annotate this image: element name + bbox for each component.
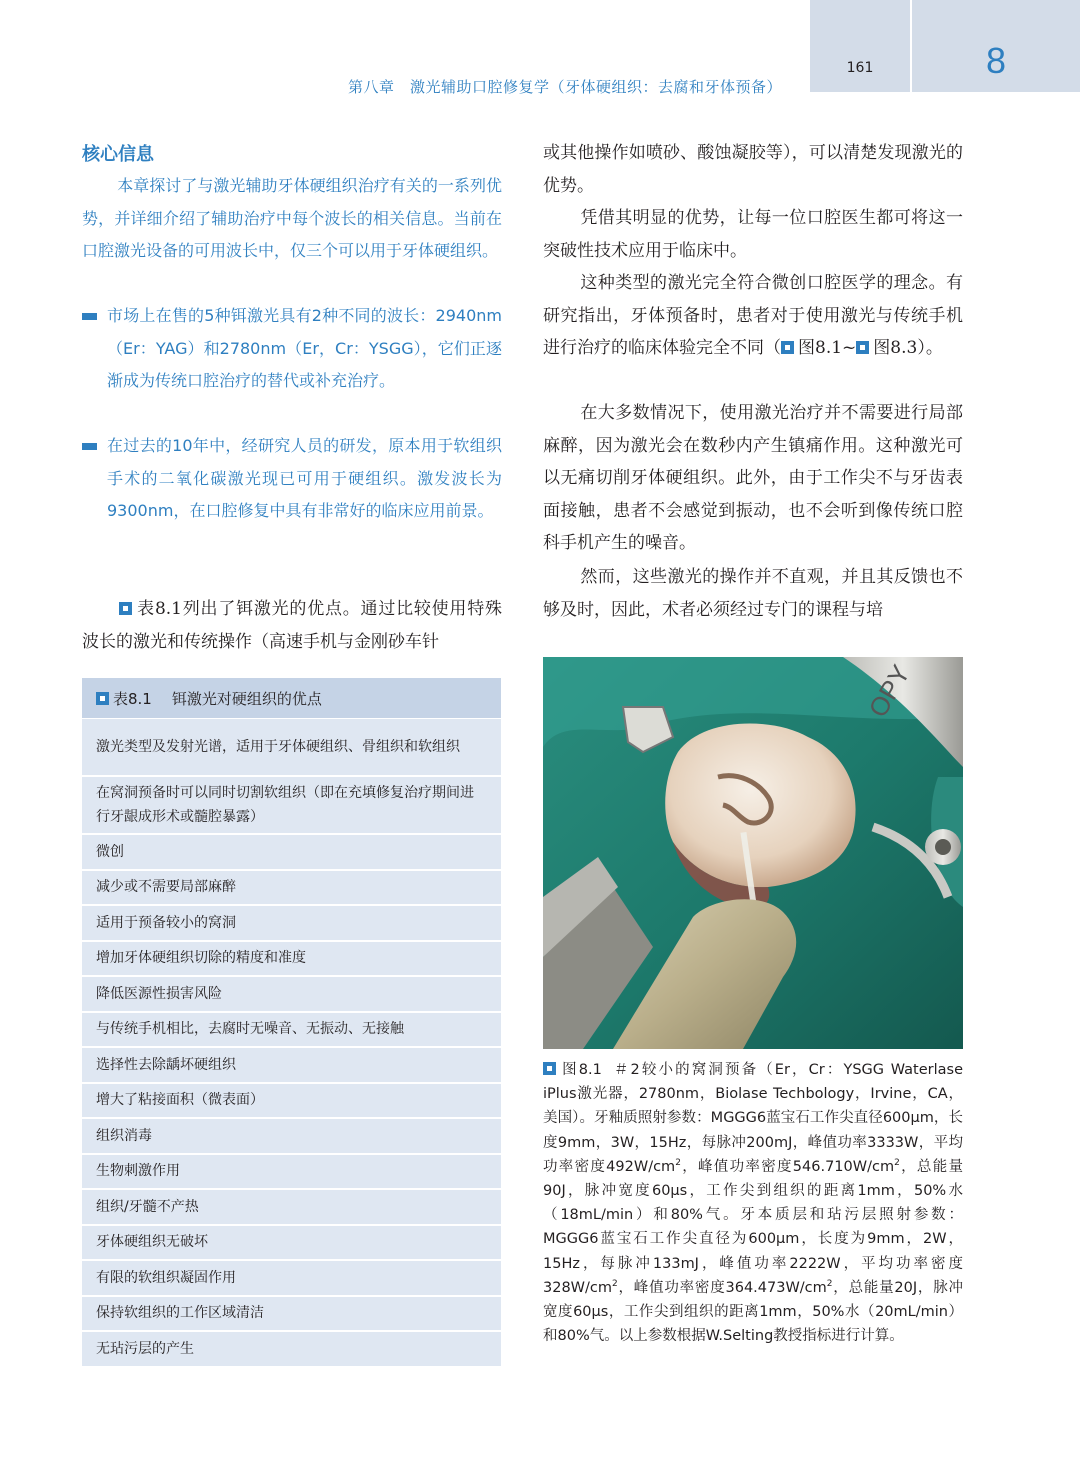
table-row: 适用于预备较小的窝洞 bbox=[82, 906, 501, 942]
superscript: 2 bbox=[826, 1279, 833, 1289]
caption-text: ，总能量90J，脉冲宽度60μs，工作尖到组织的距离1mm，50%水（18mL/min）和80%气。牙本质层和玷污层照射参数：MGGG6蓝宝石工作尖直径为600μm，长度为9mm，2W，15Hz，每脉冲133mJ，峰值功率2222W，平均功率密度328W/cm bbox=[543, 1158, 963, 1296]
table-row: 选择性去除龋坏硬组织 bbox=[82, 1048, 501, 1084]
bullet-text: 在过去的10年中，经研究人员的研发，原本用于软组织手术的二氧化碳激光现已可用于硬组织。激发波长为9300nm，在口腔修复中具有非常好的临床应用前景。 bbox=[107, 436, 502, 520]
figure-ref-link[interactable]: 图8.3 bbox=[873, 338, 918, 358]
left-body-paragraph bbox=[82, 593, 502, 658]
table-row: 增大了粘接面积（微表面） bbox=[82, 1084, 501, 1120]
caption-text: ，总能量20J，脉冲宽度60μs，工作尖到组织的距离1mm，50%水（20mL/min）和80%气。以上参数根据W.Selting教授指标进行计算。 bbox=[543, 1279, 963, 1345]
bullet-marker bbox=[82, 313, 97, 320]
table-row: 增加牙体硬组织切除的精度和准度 bbox=[82, 942, 501, 978]
range-symbol: ~ bbox=[842, 338, 857, 358]
core-bullet-2 bbox=[82, 430, 502, 528]
page-number-tab bbox=[810, 0, 910, 92]
figure-ref-icon bbox=[781, 341, 794, 354]
table-row: 有限的软组织凝固作用 bbox=[82, 1261, 501, 1297]
table-header bbox=[82, 678, 501, 719]
photo-instrument-lettering: OPY bbox=[862, 659, 916, 723]
chapter-tab bbox=[912, 0, 1080, 92]
table-row: 组织消毒 bbox=[82, 1119, 501, 1155]
running-head: 第八章 激光辅助口腔修复学（牙体硬组织：去腐和牙体预备） bbox=[348, 78, 783, 96]
core-bullet-1 bbox=[82, 300, 502, 398]
left-body-text: 表8.1列出了铒激光的优点。通过比较使用特殊波长的激光和传统操作（高速手机与金刚砂车针 bbox=[82, 599, 502, 652]
chapter-number: 8 bbox=[985, 40, 1007, 81]
caption-text: ，峰值功率密度546.710W/cm bbox=[680, 1158, 895, 1175]
figure-label: 图8.1 bbox=[560, 1062, 602, 1078]
table-row: 生物刺激作用 bbox=[82, 1155, 501, 1191]
table-row: 激光类型及发射光谱，适用于牙体硬组织、骨组织和软组织 bbox=[82, 719, 501, 777]
right-paragraph-5: 然而，这些激光的操作并不直观，并且其反馈也不够及时，因此，术者必须经过专门的课程与培 bbox=[543, 567, 963, 620]
table-row: 牙体硬组织无破坏 bbox=[82, 1226, 501, 1262]
table-ref-icon bbox=[96, 692, 109, 705]
table-title: 铒激光对硬组织的优点 bbox=[171, 689, 322, 708]
page-number: 161 bbox=[846, 60, 874, 76]
right-paragraph-3 bbox=[543, 267, 963, 365]
paragraph-text: ）。 bbox=[917, 338, 943, 358]
table-label: 表8.1 bbox=[113, 689, 152, 708]
core-info-intro: 本章探讨了与激光辅助牙体硬组织治疗有关的一系列优势，并详细介绍了辅助治疗中每个波长的相关信息。当前在口腔激光设备的可用波长中，仅三个可以用于牙体硬组织。 bbox=[82, 176, 502, 260]
table-row: 与传统手机相比，去腐时无噪音、无振动、无接触 bbox=[82, 1013, 501, 1049]
table-row: 组织/牙髓不产热 bbox=[82, 1190, 501, 1226]
right-paragraph-2: 凭借其明显的优势，让每一位口腔医生都可将这一突破性技术应用于临床中。 bbox=[543, 208, 963, 261]
figure-ref-icon bbox=[543, 1062, 556, 1075]
table-ref-icon bbox=[119, 602, 132, 615]
paragraph-text: 这种类型的激光完全符合微创口腔医学的理念。有研究指出，牙体预备时，患者对于使用激光与传统手机进行治疗的临床体验完全不同（ bbox=[543, 273, 963, 358]
bullet-text: 市场上在售的5种铒激光具有2种不同的波长：2940nm（Er：YAG）和2780nm（Er，Cr：YSGG），它们正逐渐成为传统口腔治疗的替代或补充治疗。 bbox=[107, 306, 502, 390]
right-paragraph-4: 在大多数情况下，使用激光治疗并不需要进行局部麻醉，因为激光会在数秒内产生镇痛作用。这种激光可以无痛切削牙体硬组织。此外，由于工作尖不与牙齿表面接触，患者不会感觉到振动，也不会听到像传统口腔科手机产生的噪音。 bbox=[543, 403, 963, 553]
superscript: 2 bbox=[894, 1157, 900, 1168]
table-row: 在窝洞预备时可以同时切割软组织（即在充填修复治疗期间进行牙龈成形术或髓腔暴露） bbox=[82, 777, 501, 835]
caption-text: ＃2较小的窝洞预备（Er，Cr：YSGG Waterlase iPlus激光器，2780nm，Biolase Techbology，Irvine，CA，美国）。牙釉质照射参数：MGGG6蓝宝石工作尖直径600μm，长度9mm，3W，15Hz，每脉冲200mJ，峰值功率3333W，平均功率密度492W/cm bbox=[543, 1062, 963, 1175]
superscript: 2 bbox=[612, 1279, 618, 1289]
table-row: 减少或不需要局部麻醉 bbox=[82, 871, 501, 907]
table-8-1 bbox=[82, 678, 501, 1368]
caption-text: ，峰值功率密度364.473W/cm bbox=[617, 1279, 827, 1296]
figure-ref-icon bbox=[856, 341, 869, 354]
table-row: 降低医源性损害风险 bbox=[82, 977, 501, 1013]
table-row: 无玷污层的产生 bbox=[82, 1332, 501, 1368]
figure-ref-link[interactable]: 图8.1 bbox=[798, 338, 843, 358]
table-row: 保持软组织的工作区域清洁 bbox=[82, 1297, 501, 1333]
figure-caption bbox=[543, 1058, 963, 1348]
table-row: 微创 bbox=[82, 835, 501, 871]
bullet-marker bbox=[82, 443, 97, 450]
superscript: 2 bbox=[675, 1157, 681, 1168]
core-info-title: 核心信息 bbox=[82, 144, 154, 165]
right-paragraph-1: 或其他操作如喷砂、酸蚀凝胶等），可以清楚发现激光的优势。 bbox=[543, 143, 963, 196]
figure-photo-tooth-cavity-prep bbox=[543, 657, 963, 1049]
